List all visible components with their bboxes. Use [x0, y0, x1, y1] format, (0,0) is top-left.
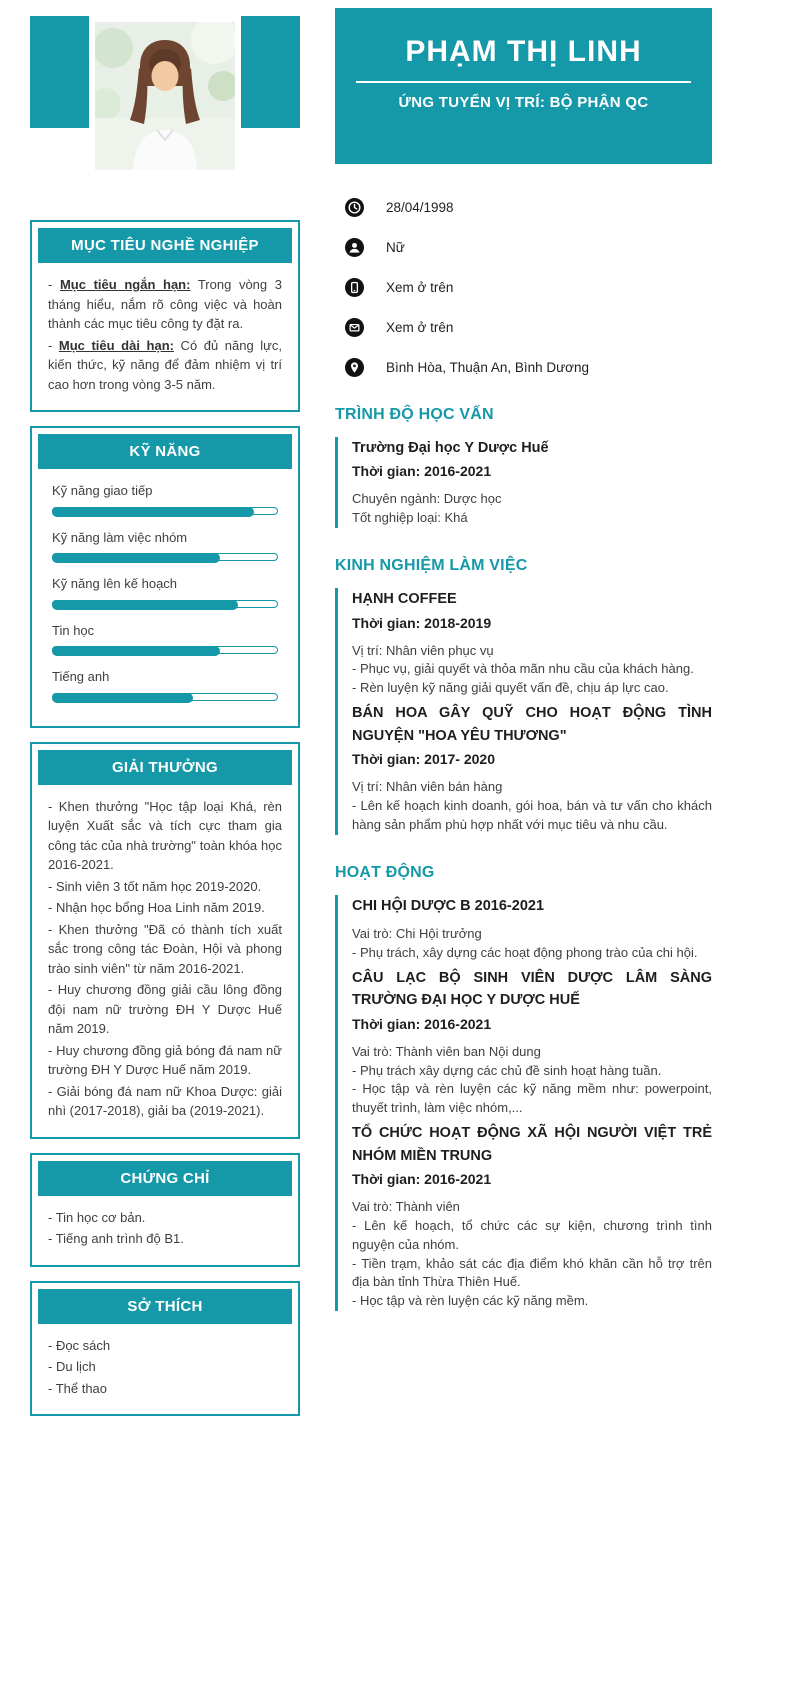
section-objective-title: MỤC TIÊU NGHỀ NGHIỆP [38, 228, 292, 263]
entry-name: HẠNH COFFEE [352, 591, 457, 608]
section-activities [335, 864, 712, 1311]
section-awards [30, 742, 300, 1139]
skill-item [52, 481, 278, 515]
activity-entry [352, 895, 712, 963]
skill-bar-track [52, 646, 278, 654]
award-item: - Huy chương đồng giải cầu lông đồng đội nam nữ trường ĐH Y Dược Huế năm 2019. [48, 982, 282, 1036]
activities-entries [335, 895, 712, 1311]
entry-detail-line: Chuyên ngành: Dược học [352, 491, 502, 507]
header-divider [356, 81, 692, 83]
entry-time: Thời gian: 2016-2021 [352, 1015, 492, 1032]
section-objective [30, 220, 300, 412]
entry-name: BÁN HOA GÂY QUỸ CHO HOẠT ĐỘNG TÌNH NGUYỆN "HOA YÊU THƯƠNG" [352, 705, 712, 744]
skill-bar-track [52, 600, 278, 608]
entry-detail-line: Vai trò: Thành viên [352, 1199, 460, 1215]
experience-entry [352, 702, 712, 834]
entry-detail-line: Vai trò: Thành viên ban Nội dung [352, 1043, 541, 1059]
skill-item [52, 667, 278, 701]
info-item [345, 318, 712, 337]
award-item: - Khen thưởng "Đã có thành tích xuất sắc trong công tác Đoàn, Hội và phong trào sinh viên" từ năm 2016-2021. [48, 921, 282, 976]
award-item: - Giải bóng đá nam nữ Khoa Dược: giải nhì (2017-2018), giải ba (2019-2021). [48, 1083, 282, 1118]
info-text: Bình Hòa, Thuận An, Bình Dương [386, 360, 590, 375]
entry-time: Thời gian: 2018-2019 [352, 614, 492, 631]
photo-banner [30, 16, 300, 184]
skill-bar-track [52, 507, 278, 515]
education-entry [352, 437, 712, 528]
entry-name: Trường Đại học Y Dược Huế [352, 440, 549, 456]
skill-bar-fill [52, 693, 193, 703]
skills-body [38, 469, 292, 720]
objective-dash: - [48, 277, 60, 292]
hobby-item: - Du lịch [48, 1359, 96, 1374]
entry-time: Thời gian: 2016-2021 [352, 463, 492, 480]
person-icon [345, 238, 364, 257]
activity-entry [352, 1122, 712, 1311]
info-text: Xem ở trên [386, 320, 454, 335]
entry-detail-line: Vị trí: Nhân viên phục vụ [352, 642, 494, 658]
profile-photo-image [95, 22, 235, 170]
activity-entry [352, 967, 712, 1118]
entry-detail-line: - Học tập và rèn luyện các kỹ năng mềm như: powerpoint, thuyết trình, làm việc nhóm,... [352, 1081, 712, 1116]
skill-label: Kỹ năng làm việc nhóm [52, 529, 188, 545]
certificate-item: - Tiếng anh trình độ B1. [48, 1231, 184, 1246]
candidate-name: PHẠM THỊ LINH [405, 35, 642, 68]
location-icon [345, 358, 364, 377]
info-text: Nữ [386, 240, 405, 255]
section-education [335, 406, 712, 528]
entry-details [352, 642, 712, 699]
entry-detail-line: Tốt nghiệp loại: Khá [352, 510, 468, 526]
skill-label: Tin học [52, 622, 95, 638]
entry-name: CÂU LẠC BỘ SINH VIÊN DƯỢC LÂM SÀNG TRƯỜNG ĐẠI HỌC Y DƯỢC HUẾ [352, 969, 712, 1009]
entry-detail-line: - Học tập và rèn luyện các kỹ năng mềm. [352, 1293, 589, 1309]
skill-bar-fill [52, 600, 238, 610]
experience-entry [352, 588, 712, 698]
entry-detail-line: - Phụ trách, xây dựng các hoạt động phong trào của chi hội. [352, 944, 698, 960]
objective-text: Có đủ năng lực, kiến thức, kỹ năng để đảm nhiệm vị trí cao hơn trong vòng 3-5 năm. [48, 337, 282, 392]
section-certificates [30, 1153, 300, 1267]
entry-name: TỔ CHỨC HOẠT ĐỘNG XÃ HỘI NGƯỜI VIỆT TRẺ NHÓM MIỀN TRUNG [352, 1125, 712, 1164]
entry-detail-line: - Phục vụ, giải quyết và thỏa mãn nhu cầu của khách hàng. [352, 661, 694, 677]
hobby-item: - Thể thao [48, 1380, 108, 1396]
skill-label: Tiếng anh [52, 669, 110, 684]
entry-time: Thời gian: 2017- 2020 [352, 751, 496, 768]
objective-item [48, 275, 282, 334]
entry-time: Thời gian: 2016-2021 [352, 1171, 492, 1188]
info-text: Xem ở trên [386, 280, 454, 295]
mail-icon [345, 318, 364, 337]
entry-detail-line: Vị trí: Nhân viên bán hàng [352, 779, 503, 795]
skill-bar-track [52, 553, 278, 561]
skill-bar-fill [52, 553, 220, 563]
info-item [345, 238, 712, 257]
section-certificates-title: CHỨNG CHỈ [38, 1161, 292, 1196]
section-experience-title: KINH NGHIỆM LÀM VIỆC [335, 557, 528, 575]
award-item: - Huy chương đồng giả bóng đá nam nữ trường ĐH Y Dược Huế năm 2019. [48, 1042, 282, 1077]
left-column [30, 8, 300, 1430]
certificate-item: - Tin học cơ bản. [48, 1209, 146, 1225]
skill-bar-track [52, 693, 278, 701]
info-text: 28/04/1998 [386, 200, 454, 215]
section-awards-title: GIẢI THƯỞNG [38, 750, 292, 785]
section-education-title: TRÌNH ĐỘ HỌC VẤN [335, 406, 494, 423]
objective-lead: Mục tiêu ngắn hạn: [59, 277, 191, 292]
clock-icon [345, 198, 364, 217]
objective-item [48, 336, 282, 395]
section-hobbies-title: SỞ THÍCH [38, 1289, 292, 1324]
entry-detail-line: - Lên kế hoạch, tổ chức các sự kiện, chương trình tình nguyện của nhóm. [352, 1217, 712, 1252]
personal-info-list [345, 198, 712, 377]
hobby-item: - Đọc sách [48, 1337, 111, 1353]
objective-text: Trong vòng 3 tháng hiểu, nắm rõ công việc và hoàn thành các mục tiêu công ty đặt ra. [48, 277, 282, 331]
entry-detail-line: - Phụ trách xây dựng các chủ đề sinh hoạt hàng tuần. [352, 1062, 662, 1078]
experience-entries [335, 588, 712, 834]
objective-lead: Mục tiêu dài hạn: [58, 337, 174, 353]
award-item: - Nhận học bổng Hoa Linh năm 2019. [48, 900, 265, 915]
section-skills [30, 426, 300, 728]
entry-detail-line: - Tiền trạm, khảo sát các địa điểm khó khăn cần hỗ trợ trên địa bàn tỉnh Thừa Thiên Huế. [352, 1255, 712, 1290]
info-item [345, 198, 712, 217]
skill-item [52, 574, 278, 608]
skill-item [52, 528, 278, 562]
skill-label: Kỹ năng lên kế hoạch [52, 576, 178, 591]
profile-photo [89, 16, 241, 174]
right-column [335, 8, 712, 1430]
objective-dash: - [48, 337, 59, 353]
entry-detail-line: Vai trò: Chi Hội trưởng [352, 926, 482, 942]
entry-details [352, 490, 712, 528]
section-skills-title: KỸ NĂNG [38, 434, 292, 469]
objective-body [38, 263, 292, 404]
info-item [345, 278, 712, 297]
awards-body [38, 785, 292, 1131]
award-item: - Khen thưởng "Học tập loại Khá, rèn luyện Xuất sắc và tích cực tham gia công tác của nhà trường" toàn khóa học 2016-2021. [48, 798, 282, 872]
entry-details [352, 778, 712, 835]
education-entries [335, 437, 712, 528]
award-item: - Sinh viên 3 tốt năm học 2019-2020. [48, 878, 262, 894]
section-hobbies [30, 1281, 300, 1417]
skill-bar-fill [52, 646, 220, 656]
entry-name: CHI HỘI DƯỢC B 2016-2021 [352, 897, 545, 914]
info-item [345, 358, 712, 377]
entry-details [352, 1198, 712, 1311]
entry-details [352, 1043, 712, 1118]
section-activities-title: HOẠT ĐỘNG [335, 863, 435, 881]
skill-bar-fill [52, 507, 254, 517]
certificates-body [38, 1196, 292, 1259]
skill-label: Kỹ năng giao tiếp [52, 483, 153, 498]
entry-detail-line: - Rèn luyện kỹ năng giải quyết vấn đề, chịu áp lực cao. [352, 680, 669, 696]
entry-details [352, 925, 712, 963]
section-experience [335, 557, 712, 834]
entry-detail-line: - Lên kế hoạch kinh doanh, gói hoa, bán và tư vấn cho khách hàng sản phẩm phù hợp nhất với mục tiêu và nhu cầu. [352, 797, 712, 832]
name-header [335, 8, 712, 164]
phone-icon [345, 278, 364, 297]
hobbies-body [38, 1324, 292, 1409]
skill-item [52, 621, 278, 655]
applied-position: ỨNG TUYỂN VỊ TRÍ: BỘ PHẬN QC [398, 94, 649, 111]
